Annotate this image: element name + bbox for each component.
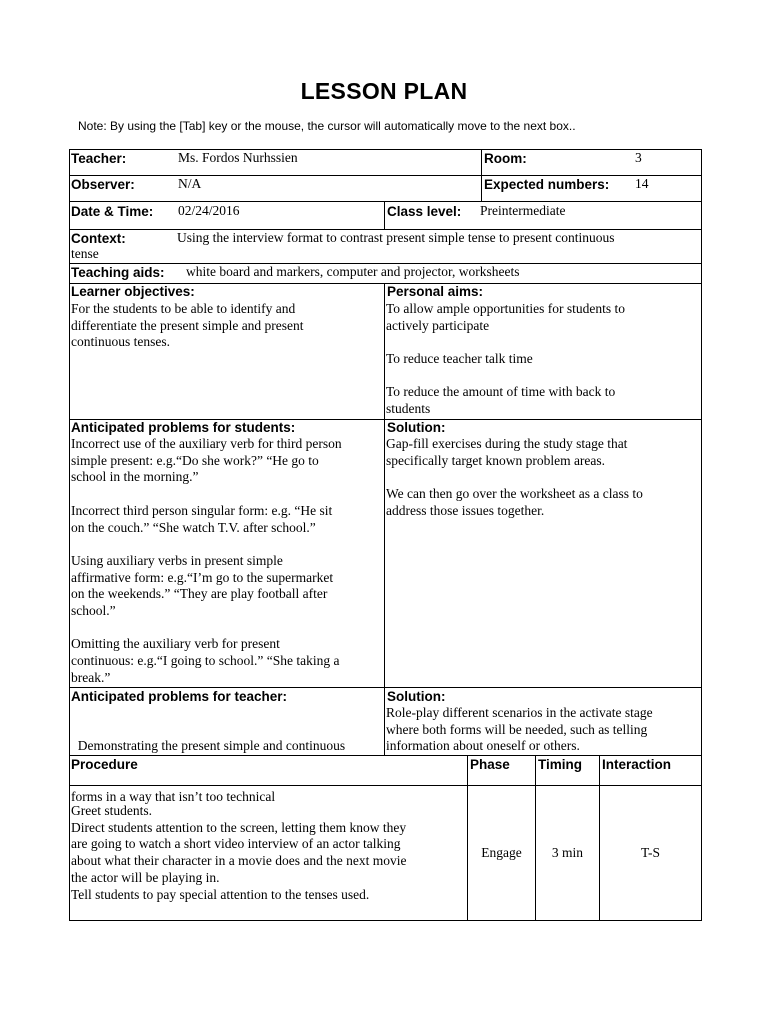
student-problems-label: Anticipated problems for students: bbox=[71, 420, 296, 435]
observer-field[interactable]: N/A bbox=[178, 176, 202, 191]
table-border bbox=[701, 149, 702, 920]
personal-aims-label: Personal aims: bbox=[387, 284, 484, 299]
teacher-problems-label: Anticipated problems for teacher: bbox=[71, 689, 288, 704]
interaction-field[interactable]: T-S bbox=[640, 845, 660, 860]
student-solution-label: Solution: bbox=[387, 420, 446, 435]
date-time-field[interactable]: 02/24/2016 bbox=[178, 203, 240, 218]
student-problems-field[interactable]: Incorrect use of the auxiliary verb for third person simple present: e.g.“Do she work?” “He go to school in the morning.” Incorrect third person singular form: e.g. “He sit on the couch.” “She watch T.V. after school.” Using auxiliary verbs in present simple affirmative form: e.g.“I’m go to the supermarket on the weekends.” “They are play football after school.” Omitting the auxiliary verb for present continuous: e.g.“I going to school.” “She taking a break.” bbox=[71, 436, 342, 685]
row-divider bbox=[69, 175, 702, 176]
instruction-note: Note: By using the [Tab] key or the mouse, the cursor will automatically move to the next box.. bbox=[78, 119, 576, 133]
expected-numbers-field[interactable]: 14 bbox=[635, 176, 649, 191]
interaction-header: Interaction bbox=[602, 757, 672, 772]
procedure-header: Procedure bbox=[71, 757, 138, 772]
table-border bbox=[69, 920, 702, 921]
room-field[interactable]: 3 bbox=[635, 150, 642, 165]
table-border bbox=[69, 149, 702, 150]
date-time-label: Date & Time: bbox=[71, 204, 154, 219]
teacher-field[interactable]: Ms. Fordos Nurhssien bbox=[178, 150, 298, 165]
column-divider bbox=[535, 755, 536, 920]
column-divider bbox=[599, 755, 600, 920]
timing-header: Timing bbox=[538, 757, 583, 772]
teacher-solution-label: Solution: bbox=[387, 689, 446, 704]
expected-numbers-label: Expected numbers: bbox=[484, 177, 610, 192]
procedure-step-field[interactable]: Greet students. Direct students attention to the screen, letting them know they are going to watch a short video interview of an actor talking about what their character in a movie does and the next movie the actor will be playing in. Tell students to pay special attention to the tenses used. bbox=[71, 803, 407, 902]
context-label: Context: bbox=[71, 231, 126, 246]
teacher-problems-field[interactable]: Demonstrating the present simple and continuous forms in a way that isn’t too technical bbox=[71, 738, 346, 804]
learner-objectives-field[interactable]: For the students to be able to identify and differentiate the present simple and present continuous tenses. bbox=[71, 301, 304, 350]
personal-aims-field[interactable]: To allow ample opportunities for students to actively participate To reduce teacher talk time To reduce the amount of time with back to students bbox=[386, 301, 626, 417]
student-solution-field[interactable]: Gap-fill exercises during the study stage that specifically target known problem areas. We can then go over the worksheet as a class to address those issues together. bbox=[386, 436, 643, 518]
learner-objectives-label: Learner objectives: bbox=[71, 284, 195, 299]
page-title: LESSON PLAN bbox=[300, 78, 468, 104]
phase-header: Phase bbox=[470, 757, 510, 772]
class-level-field[interactable]: Preintermediate bbox=[480, 203, 566, 218]
context-field-line2[interactable]: tense bbox=[71, 246, 99, 261]
teacher-label: Teacher: bbox=[71, 151, 127, 166]
teaching-aids-label: Teaching aids: bbox=[71, 265, 165, 280]
room-label: Room: bbox=[484, 151, 527, 166]
row-divider bbox=[69, 687, 702, 688]
observer-label: Observer: bbox=[71, 177, 135, 192]
class-level-label: Class level: bbox=[387, 204, 462, 219]
column-divider bbox=[467, 755, 468, 920]
column-divider bbox=[481, 149, 482, 201]
phase-field[interactable]: Engage bbox=[481, 845, 522, 860]
teaching-aids-field[interactable]: white board and markers, computer and projector, worksheets bbox=[186, 264, 520, 279]
table-border bbox=[69, 149, 70, 920]
teacher-solution-field[interactable]: Role-play different scenarios in the activate stage where both forms will be needed, such as telling information about oneself or others. bbox=[386, 705, 653, 754]
column-divider bbox=[384, 201, 385, 229]
row-divider bbox=[69, 201, 702, 202]
column-divider bbox=[384, 283, 385, 755]
context-field-line1[interactable]: Using the interview format to contrast present simple tense to present continuous bbox=[177, 230, 615, 245]
timing-field[interactable]: 3 min bbox=[551, 845, 584, 860]
